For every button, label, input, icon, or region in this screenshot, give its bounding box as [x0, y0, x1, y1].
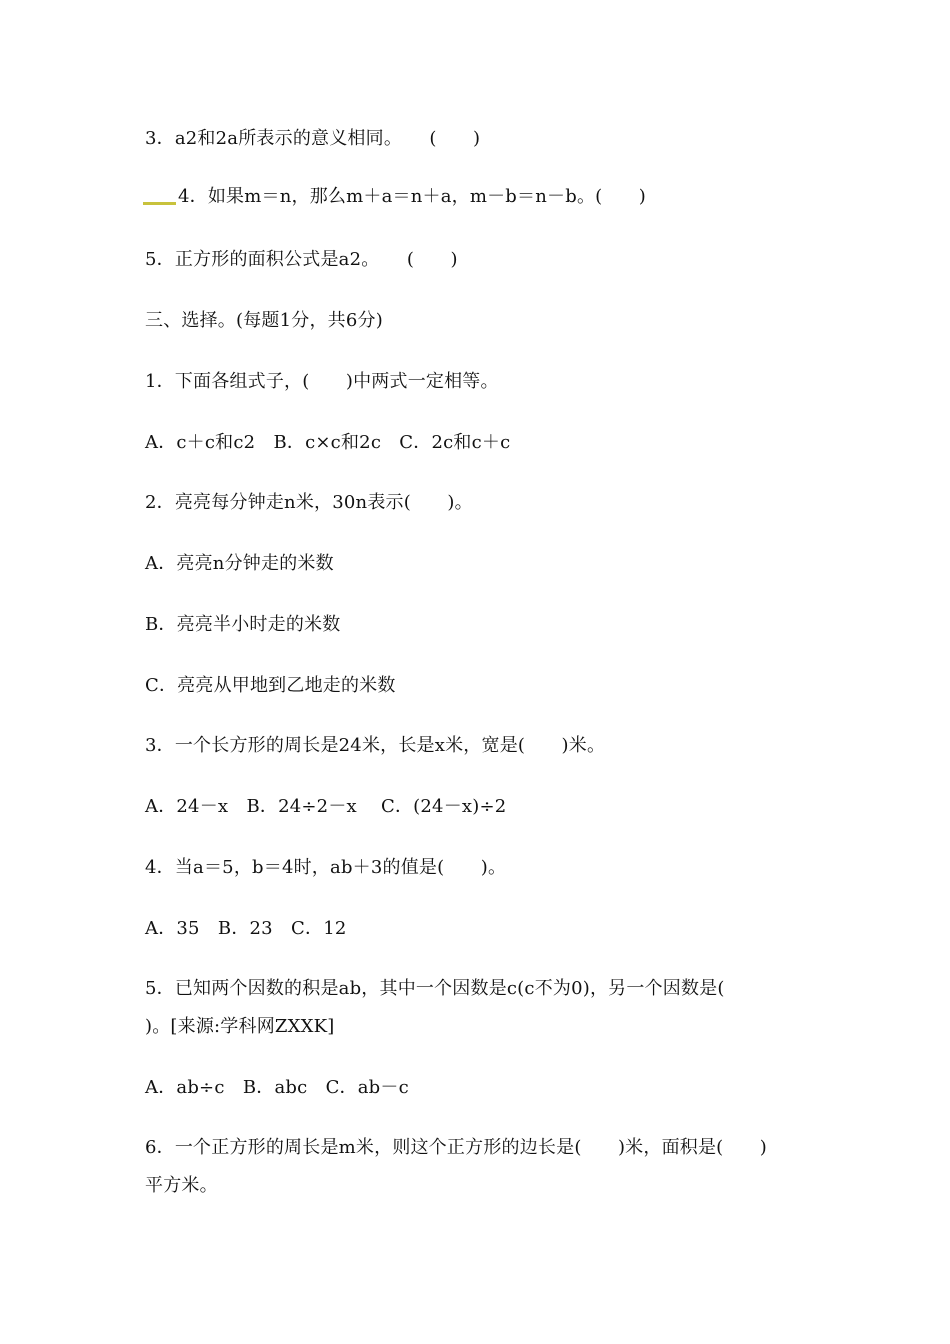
section-heading-choice: 三、选择。(每题1分，共6分) [145, 310, 383, 331]
choice-question-2-option-b: B．亮亮半小时走的米数 [145, 614, 341, 635]
choice-question-6-continued: 平方米。 [145, 1175, 218, 1196]
choice-question-2-option-c: C．亮亮从甲地到乙地走的米数 [145, 675, 396, 696]
choice-question-6: 6．一个正方形的周长是m米，则这个正方形的边长是( )米，面积是( ) [145, 1137, 768, 1158]
choice-question-5-continued: )。[来源:学科网ZXXK] [145, 1016, 335, 1037]
choice-question-3: 3．一个长方形的周长是24米，长是x米，宽是( )米。 [145, 735, 606, 756]
choice-question-1-options: A．c＋c和c2 B．c×c和2c C．2c和c＋c [145, 432, 511, 453]
choice-question-2: 2．亮亮每分钟走n米，30n表示( )。 [145, 492, 473, 513]
judgment-item-4: 4．如果m＝n，那么m＋a＝n＋a，m－b＝n－b。( ) [178, 186, 646, 207]
choice-question-4: 4．当a＝5，b＝4时，ab＋3的值是( )。 [145, 857, 507, 878]
judgment-item-5: 5．正方形的面积公式是a2。 ( ) [145, 249, 458, 270]
choice-question-3-options: A．24－x B．24÷2－x C．(24－x)÷2 [145, 796, 507, 817]
choice-question-1: 1．下面各组式子，( )中两式一定相等。 [145, 371, 499, 392]
judgment-item-3: 3．a2和2a所表示的意义相同。 ( ) [145, 128, 481, 149]
choice-question-4-options: A．35 B．23 C．12 [145, 918, 347, 939]
choice-question-5: 5．已知两个因数的积是ab，其中一个因数是c(c不为0)，另一个因数是( [145, 978, 725, 999]
choice-question-2-option-a: A．亮亮n分钟走的米数 [145, 553, 334, 574]
highlight-mark [143, 202, 176, 205]
choice-question-5-options: A．ab÷c B．abc C．ab－c [145, 1077, 409, 1098]
